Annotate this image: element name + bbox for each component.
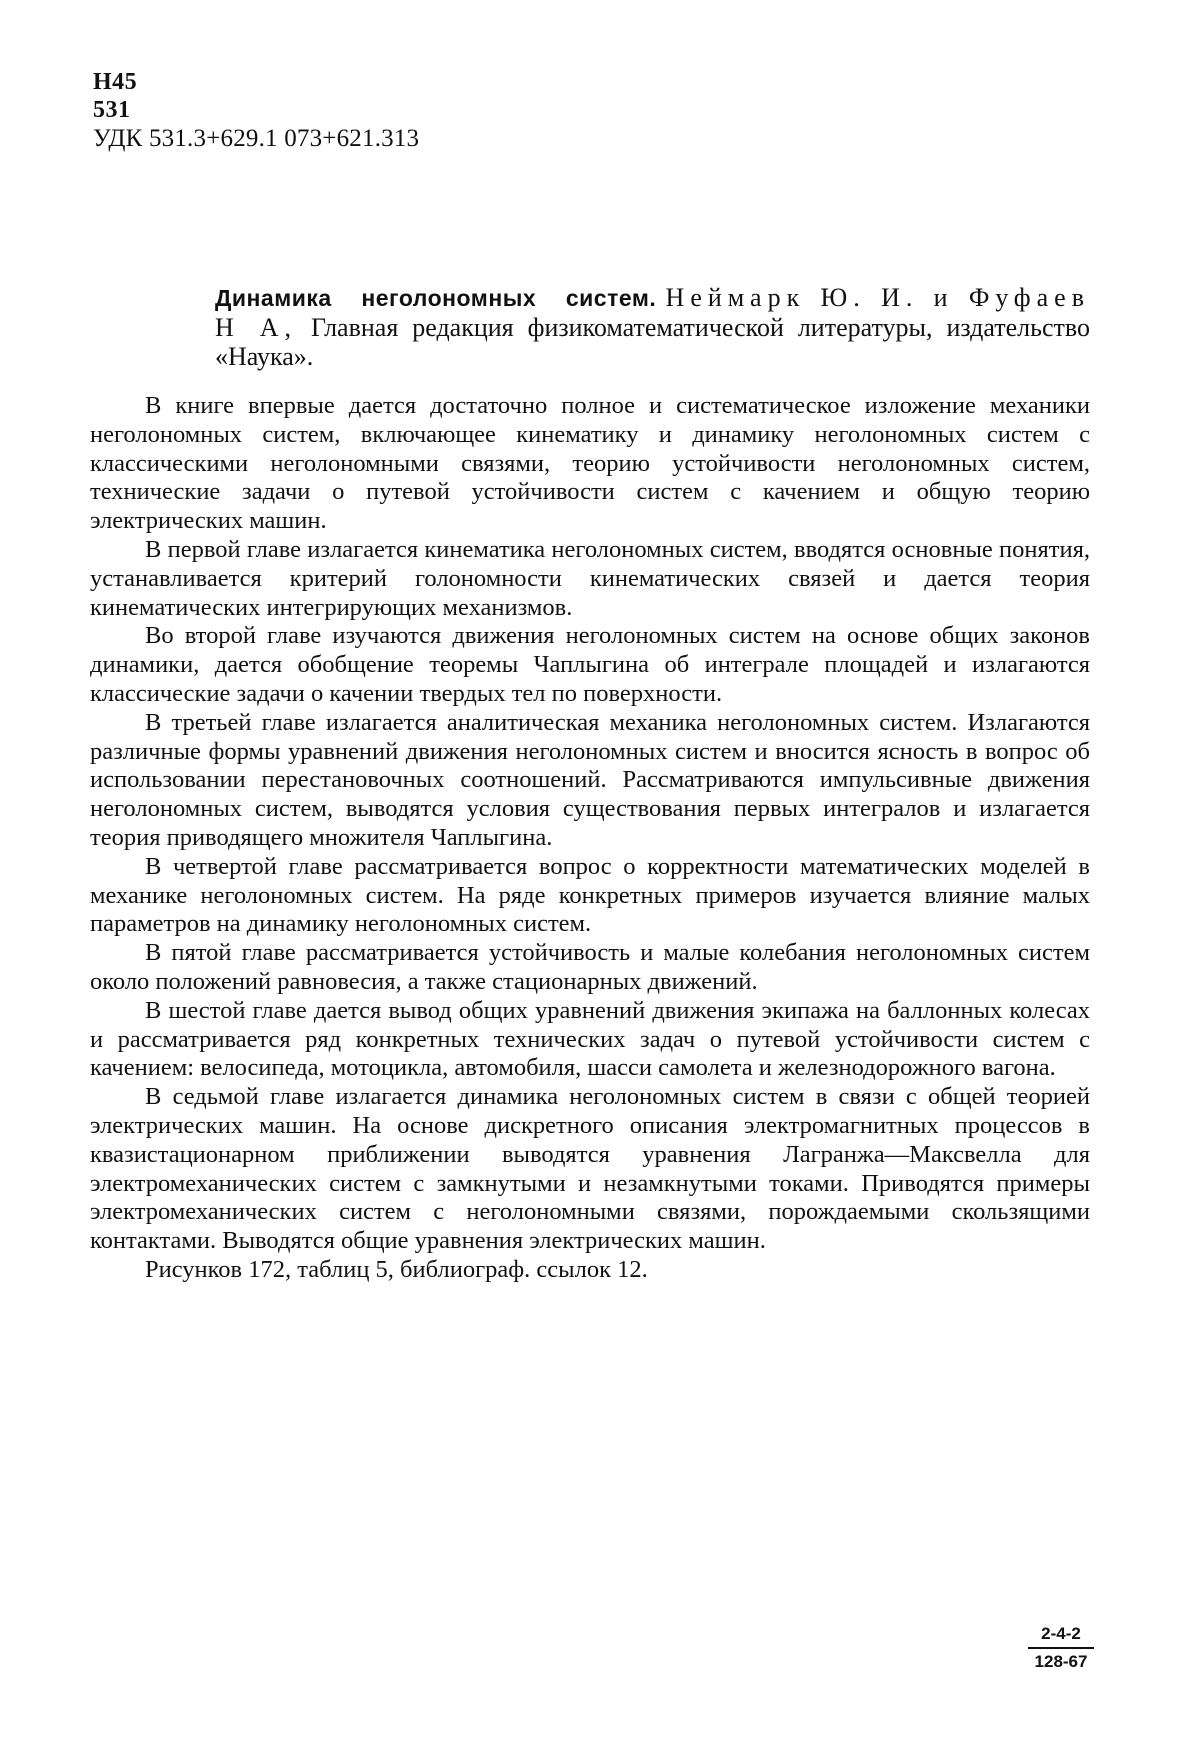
abstract-paragraph: В четвертой главе рассматривается вопрос о корректности математических моделей в механике неголономных систем. На ряде конкретных примеров изучается влияние малых параметров на динамику неголономных систем. (90, 852, 1090, 938)
abstract-paragraph: В пятой главе рассматривается устойчивость и малые колебания неголономных систем около положений равновесия, а также стационарных движений. (90, 939, 1090, 995)
print-index-numerator: 2-4-2 (1028, 1622, 1094, 1649)
abstract-paragraph: В третьей главе излагается аналитическая механика неголономных систем. Излагаются различные формы уравнений движения неголономных систем и вносится ясность в вопрос об использовании перестановочных соотношений. Рассматриваются импульсивные движения неголономных систем, выводятся условия существования первых интегралов и излагается теория приводящего множителя Чаплыгина. (90, 708, 1090, 851)
abstract-paragraph: В седьмой главе излагается динамика неголономных систем в связи с общей теорией электрических машин. На основе дискретного описания электромагнитных процессов в квазистационарном приближении выводятся уравнения Лагранжа—Максвелла для электромеханических систем с замкнутыми и незамкнутыми токами. Приводятся примеры электромеханических систем с неголономными связями, порождаемыми скользящими контактами. Выводятся общие уравнения электрических машин. (90, 1083, 1090, 1255)
print-index-denominator: 128-67 (1034, 1652, 1088, 1671)
book-authors: Неймарк Ю. И. и Фуфаев Н А, (215, 283, 1090, 342)
catalog-block (93, 68, 419, 154)
bibliographic-annotation (215, 283, 1090, 371)
abstract-paragraph: В шестой главе дается вывод общих уравнений движения экипажа на баллонных колесах и рассматривается ряд конкретных технических задач о путевой устойчивости систем с качением: велосипеда, мотоцикла, автомобиля, шасси самолета и железнодорожного вагона. (90, 996, 1090, 1082)
abstract-summary: Рисунков 172, таблиц 5, библиограф. ссылок 12. (145, 1255, 648, 1283)
abstract-paragraph: Во второй главе изучаются движения неголономных систем на основе общих законов динамики, дается обобщение теоремы Чаплыгина об интеграле площадей и излагаются классические задачи о качении твердых тел по поверхности. (90, 622, 1090, 707)
book-publisher: Главная редакция физикоматематической литературы, издательство «Наука». (215, 313, 1090, 371)
book-title: Динамика неголономных систем. (215, 285, 657, 311)
abstract-paragraph: В первой главе излагается кинематика неголономных систем, вводятся основные понятия, устанавливается критерий голономности кинематических связей и дается теория кинематических интегрирующих механизмов. (90, 535, 1090, 621)
bbk-code: 531 (93, 97, 131, 123)
abstract-text (90, 392, 1090, 1285)
print-index (1028, 1622, 1094, 1674)
author-mark: Н45 (93, 69, 138, 95)
udk-code: УДК 531.3+629.1 073+621.313 (93, 125, 420, 152)
abstract-paragraph: В книге впервые дается достаточно полное и систематическое изложение механики неголономных систем, включающее кинематику и динамику неголономных систем с классическими неголономными связями, теорию устойчивости неголономных систем, технические задачи о путевой устойчивости систем с качением и общую теорию электрических машин. (90, 392, 1090, 535)
